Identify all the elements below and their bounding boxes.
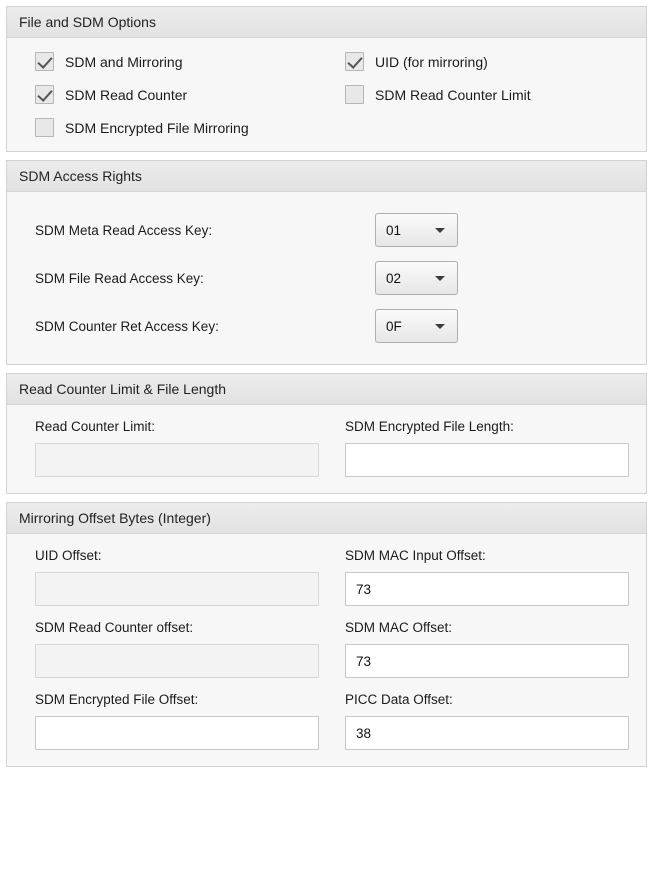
checkmark-icon[interactable]	[35, 85, 54, 104]
input-sdm-mac-offset[interactable]: 73	[345, 644, 629, 678]
chevron-down-icon[interactable]	[435, 324, 445, 329]
checkbox-sdm-and-mirroring[interactable]	[35, 52, 345, 71]
label-sdm-file-read-access-key: SDM File Read Access Key:	[35, 270, 204, 286]
label-sdm-read-counter-offset: SDM Read Counter offset:	[35, 620, 194, 635]
row-sdm-counter-ret-access-key	[35, 302, 632, 350]
checkbox-sdm-encrypted-file-mirroring[interactable]	[35, 118, 345, 137]
group-body-read-counter-limit-file-length	[7, 405, 646, 493]
input-sdm-read-counter-offset[interactable]	[35, 644, 319, 678]
checkbox-sdm-read-counter[interactable]	[35, 85, 345, 104]
group-mirroring-offset-bytes	[6, 502, 647, 767]
label-sdm-encrypted-file-offset: SDM Encrypted File Offset:	[35, 692, 199, 707]
checkbox-label: UID (for mirroring)	[375, 53, 488, 70]
input-read-counter-limit[interactable]	[35, 443, 319, 477]
label-sdm-mac-offset: SDM MAC Offset:	[345, 620, 453, 635]
label-sdm-meta-read-access-key: SDM Meta Read Access Key:	[35, 222, 213, 238]
field-sdm-encrypted-file-offset	[35, 692, 345, 764]
group-read-counter-limit-file-length	[6, 373, 647, 494]
checkbox-sdm-read-counter-limit[interactable]	[345, 85, 632, 104]
input-sdm-mac-input-offset[interactable]: 73	[345, 572, 629, 606]
checkmark-icon[interactable]	[35, 52, 54, 71]
field-sdm-mac-offset	[345, 620, 632, 692]
group-title-file-and-sdm-options: File and SDM Options	[7, 7, 646, 38]
field-sdm-mac-input-offset	[345, 548, 632, 620]
input-sdm-encrypted-file-offset[interactable]	[35, 716, 319, 750]
input-sdm-encrypted-file-length[interactable]	[345, 443, 629, 477]
label-sdm-encrypted-file-length: SDM Encrypted File Length:	[345, 419, 514, 434]
select-value: 02	[386, 270, 402, 286]
group-title-read-counter-limit-file-length: Read Counter Limit & File Length	[7, 374, 646, 405]
label-read-counter-limit: Read Counter Limit:	[35, 419, 156, 434]
group-body-sdm-access-rights	[7, 192, 646, 364]
label-picc-data-offset: PICC Data Offset:	[345, 692, 453, 707]
checkbox-label: SDM and Mirroring	[65, 53, 183, 70]
input-picc-data-offset[interactable]: 38	[345, 716, 629, 750]
chevron-down-icon[interactable]	[435, 276, 445, 281]
chevron-down-icon[interactable]	[435, 228, 445, 233]
select-value: 01	[386, 222, 402, 238]
checkbox-label: SDM Read Counter Limit	[375, 86, 531, 103]
group-title-mirroring-offset-bytes: Mirroring Offset Bytes (Integer)	[7, 503, 646, 534]
row-sdm-meta-read-access-key	[35, 206, 632, 254]
field-sdm-read-counter-offset	[35, 620, 345, 692]
checkmark-icon[interactable]	[345, 52, 364, 71]
checkbox-box-icon[interactable]	[35, 118, 54, 137]
field-sdm-encrypted-file-length	[345, 419, 632, 491]
select-sdm-file-read-access-key[interactable]	[375, 261, 458, 295]
select-sdm-meta-read-access-key[interactable]	[375, 213, 458, 247]
checkbox-label: SDM Encrypted File Mirroring	[65, 119, 249, 136]
group-body-mirroring-offset-bytes	[7, 534, 646, 766]
label-sdm-mac-input-offset: SDM MAC Input Offset:	[345, 548, 486, 563]
select-sdm-counter-ret-access-key[interactable]	[375, 309, 458, 343]
group-body-file-and-sdm-options	[7, 38, 646, 151]
label-uid-offset: UID Offset:	[35, 548, 102, 563]
checkbox-label: SDM Read Counter	[65, 86, 188, 103]
checkbox-uid-for-mirroring[interactable]	[345, 52, 632, 71]
group-title-sdm-access-rights: SDM Access Rights	[7, 161, 646, 192]
group-sdm-access-rights	[6, 160, 647, 365]
select-value: 0F	[386, 318, 402, 334]
field-read-counter-limit	[35, 419, 345, 491]
field-uid-offset	[35, 548, 345, 620]
row-sdm-file-read-access-key	[35, 254, 632, 302]
checkbox-box-icon[interactable]	[345, 85, 364, 104]
group-file-and-sdm-options	[6, 6, 647, 152]
field-picc-data-offset	[345, 692, 632, 764]
input-uid-offset[interactable]	[35, 572, 319, 606]
label-sdm-counter-ret-access-key: SDM Counter Ret Access Key:	[35, 318, 219, 334]
